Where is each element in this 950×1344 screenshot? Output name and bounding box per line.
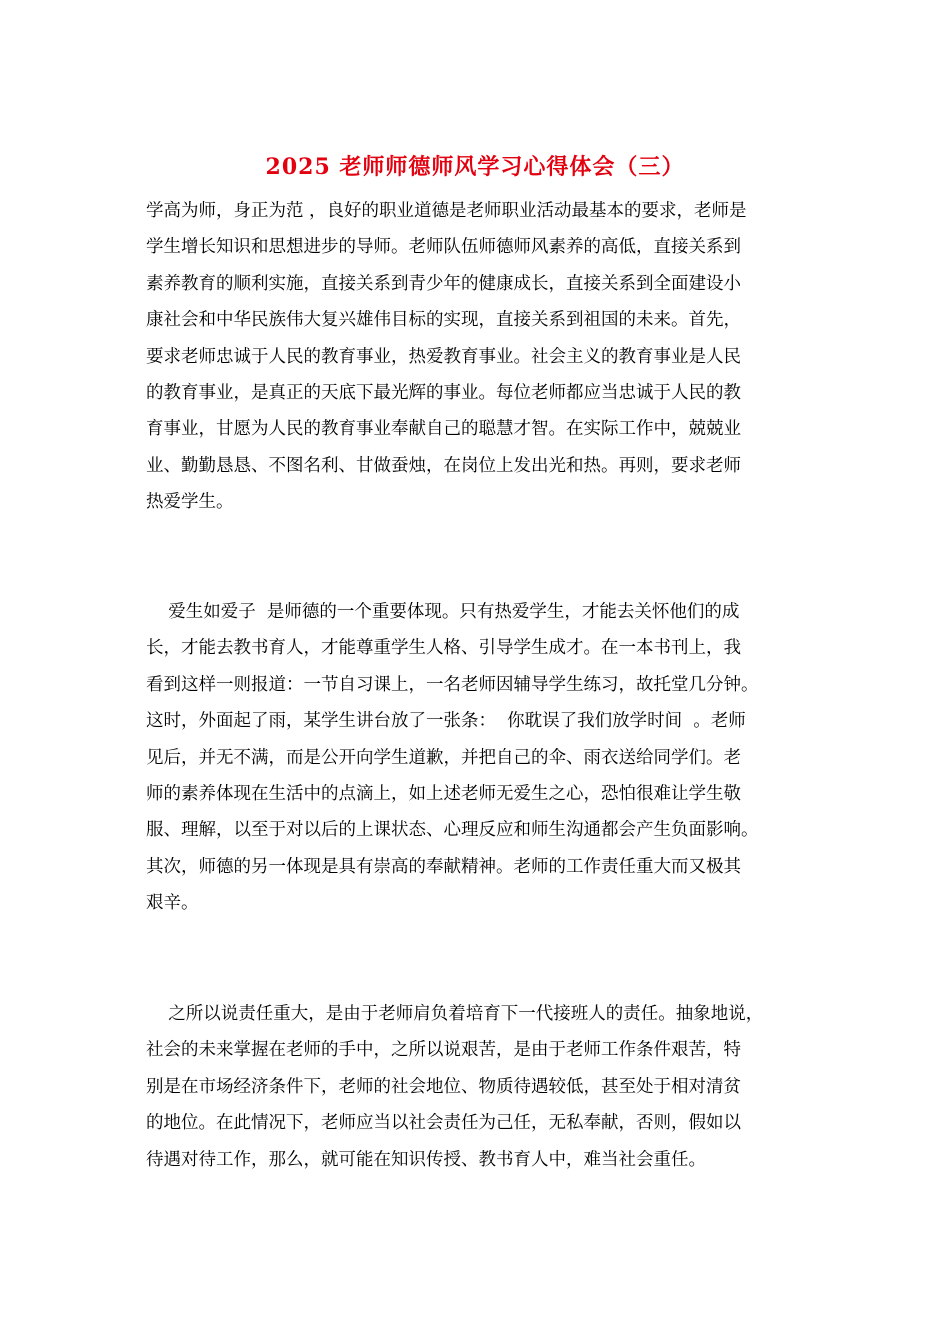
paragraph-line: 业、勤勤恳恳、不图名利、甘做蚕烛，在岗位上发出光和热。再则，要求老师 xyxy=(146,455,741,476)
paragraph-line: 其次，师德的另一体现是具有崇高的奉献精神。老师的工作责任重大而又极其 xyxy=(146,856,741,877)
paragraph-line: 社会的未来掌握在老师的手中，之所以说艰苦，是由于老师工作条件艰苦，特 xyxy=(146,1040,741,1061)
paragraph-line: 康社会和中华民族伟大复兴雄伟目标的实现，直接关系到祖国的未来。首先， xyxy=(146,310,741,331)
paragraph-line: 看到这样一则报道：一节自习课上，一名老师因辅导学生练习，故托堂几分钟。 xyxy=(146,674,759,695)
paragraph-line: 学高为师，身正为范 ，良好的职业道德是老师职业活动最基本的要求，老师是 xyxy=(146,201,747,221)
paragraph-line: 热爱学生。 xyxy=(146,492,234,513)
paragraph-3 xyxy=(146,996,826,1178)
paragraph-line: 的地位。在此情况下，老师应当以社会责任为己任，无私奉献，否则，假如以 xyxy=(146,1113,741,1134)
paragraph-line: 学生增长知识和思想进步的导师。老师队伍师德师风素养的高低，直接关系到 xyxy=(146,237,741,258)
paragraph-line: 这时，外面起了雨，某学生讲台放了一张条： 你耽误了我们放学时间 。老师 xyxy=(146,711,746,732)
paragraph-line: 爱生如爱子 是师德的一个重要体现。只有热爱学生，才能去关怀他们的成 xyxy=(146,602,740,622)
paragraph-line: 见后，并无不满，而是公开向学生道歉，并把自己的伞、雨衣送给同学们。老 xyxy=(146,747,741,768)
paragraph-line: 育事业，甘愿为人民的教育事业奉献自己的聪慧才智。在实际工作中，兢兢业 xyxy=(146,419,741,440)
document-title: 2025 老师师德师风学习心得体会（三） xyxy=(265,154,685,180)
paragraph-line: 服、理解，以至于对以后的上课状态、心理反应和师生沟通都会产生负面影响。 xyxy=(146,820,759,841)
paragraph-line: 艰辛。 xyxy=(146,893,199,914)
paragraph-line: 素养教育的顺利实施，直接关系到青少年的健康成长，直接关系到全面建设小 xyxy=(146,273,741,294)
paragraph-2 xyxy=(146,594,826,922)
paragraph-line: 的教育事业，是真正的天底下最光辉的事业。每位老师都应当忠诚于人民的教 xyxy=(146,382,741,403)
paragraph-line: 别是在市场经济条件下，老师的社会地位、物质待遇较低，甚至处于相对清贫 xyxy=(146,1076,741,1097)
paragraph-line: 待遇对待工作，那么，就可能在知识传授、教书育人中，难当社会重任。 xyxy=(146,1149,706,1170)
paragraph-1 xyxy=(146,193,826,521)
paragraph-line: 师的素养体现在生活中的点滴上，如上述老师无爱生之心，恐怕很难让学生敬 xyxy=(146,783,741,804)
paragraph-line: 之所以说责任重大，是由于老师肩负着培育下一代接班人的责任。抽象地说， xyxy=(146,1004,764,1024)
paragraph-line: 要求老师忠诚于人民的教育事业，热爱教育事业。社会主义的教育事业是人民 xyxy=(146,346,741,367)
paragraph-line: 长，才能去教书育人，才能尊重学生人格、引导学生成才。在一本书刊上，我 xyxy=(146,638,741,659)
